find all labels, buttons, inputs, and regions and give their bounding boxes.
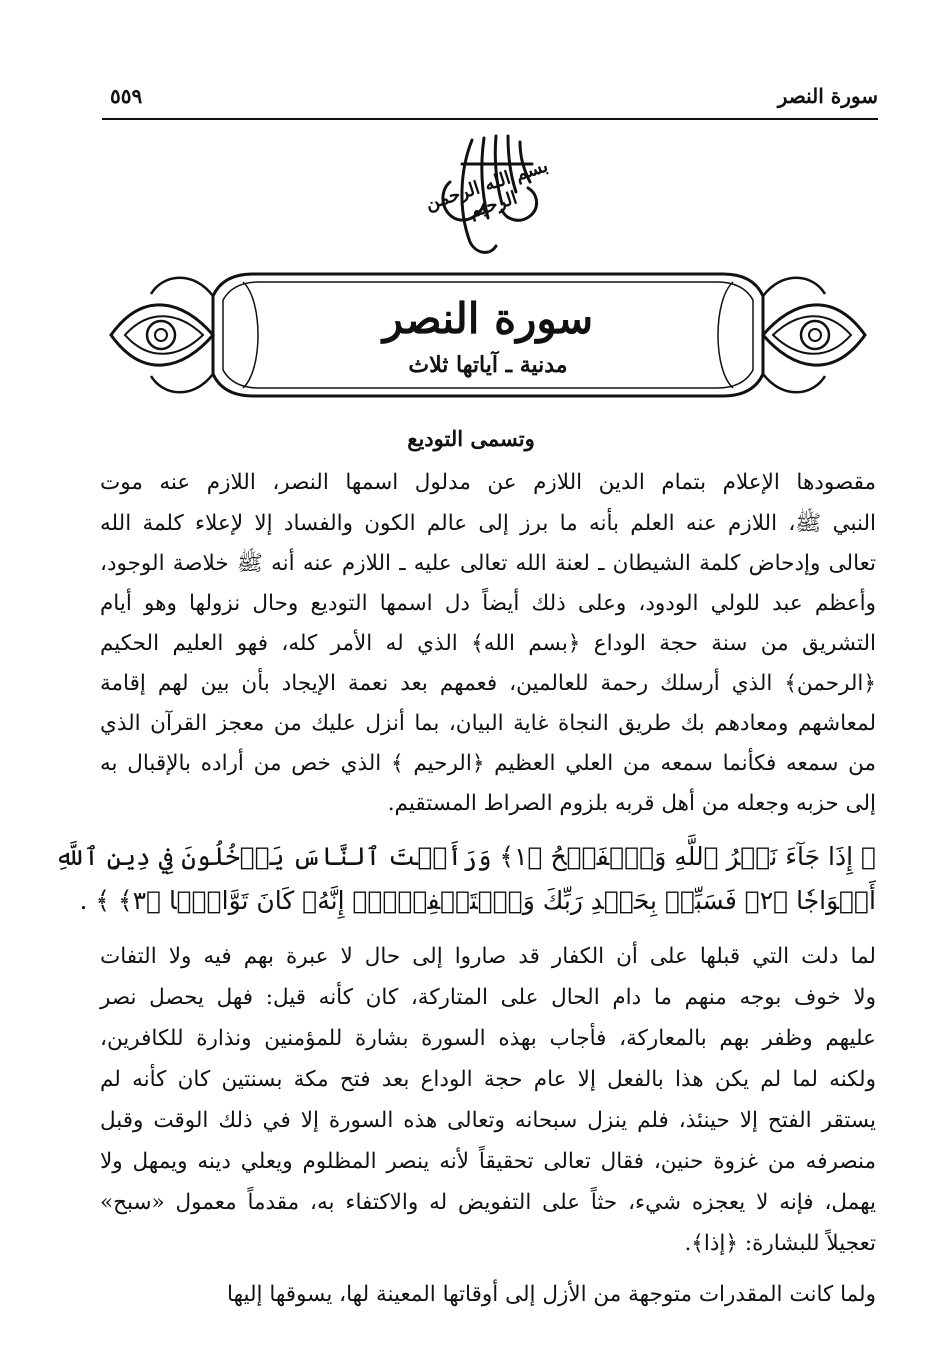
alternate-name-heading: وتسمى التوديع bbox=[407, 426, 535, 451]
text-line: تعالى وإدحاض كلمة الشيطان ـ لعنة الله تعالى عليه ـ اللازم عنه أنه ﷺ خلاصة الوجود، bbox=[100, 551, 876, 576]
text-line: وأعظم عبد للولي الودود، وعلى ذلك أيضاً دل اسمها التوديع وحال نزولها وهو أيام bbox=[100, 591, 876, 616]
text-line: التشريق من سنة حجة الوداع ﴿بسم الله﴾ الذي له الأمر كله، فهو العليم الحكيم bbox=[100, 631, 876, 656]
basmala-text: بسم الله الرحمن الرحيم bbox=[422, 155, 551, 223]
surah-title-frame bbox=[103, 260, 873, 410]
text-line: ﴿الرحمن﴾ الذي أرسلك رحمة للعالمين، فعمهم بعد نعمة الإيجاد بأن بين لهم إقامة bbox=[100, 671, 876, 696]
text-line: لمعاشهم ومعادهم بك طريق النجاة غاية البيان، بما أنزل عليك من معجز القرآن الذي bbox=[100, 711, 876, 736]
surah-subtitle: مدنية ـ آياتها ثلاث bbox=[408, 352, 568, 378]
text-line: منصرفه من غزوة حنين، فقال تعالى تحقيقاً لأنه ينصر المظلوم ويعلي دينه ويمهل ولا bbox=[100, 1149, 876, 1174]
text-line: النبي ﷺ، اللازم عنه العلم بأنه ما برز إلى عالم الكون والفساد إلا لإعلاء كلمة الله bbox=[100, 511, 876, 536]
basmala-calligraphy bbox=[410, 130, 570, 260]
surah-title: سورة النصر bbox=[382, 294, 594, 343]
running-title: سورة النصر bbox=[777, 84, 878, 108]
page-header bbox=[102, 78, 878, 120]
text-line: لما دلت التي قبلها على أن الكفار قد صاروا إلى حال لا عبرة بهم فيه ولا التفات bbox=[100, 944, 876, 969]
quran-verse-line: أَفۡوَاجٗا ﴿٢﴾ فَسَبِّحۡ بِحَمۡدِ رَبِّكَ وَٱسۡتَغۡفِرۡهُۚ إِنَّهُۥ كَانَ تَوَّابَۢا ﴿٣﴾ ﴾ . bbox=[79, 886, 876, 915]
text-line: ولكنه لما لم يكن هذا بالفعل إلا عام حجة الوداع بعد فتح مكة بسنتين كان كأنه لم bbox=[100, 1067, 876, 1092]
text-line: ولا خوف بوجه منهم ما دام الحال على المتاركة، كان كأنه قيل: فهل يحصل نصر bbox=[100, 985, 876, 1010]
text-line: تعجيلاً للبشارة: ﴿إذا﴾. bbox=[684, 1231, 876, 1256]
text-line: إلى حزبه وجعله من أهل قربه بلزوم الصراط المستقيم. bbox=[387, 791, 876, 816]
text-line: يستقر الفتح إلا حينئذ، فلم ينزل سبحانه وتعالى هذه السورة إلا في ذلك الوقت وقبل bbox=[100, 1108, 876, 1133]
text-line: يهمل، فإنه لا يعجزه شيء، حثاً على التفويض له والاكتفاء به، مقدماً معمول «سبح» bbox=[100, 1190, 876, 1215]
quran-verse-line: ﴿ إِذَا جَآءَ نَصۡرُ ٱللَّهِ وَٱلۡفَتۡحُ ﴿١﴾ وَرَأَيۡتَ ٱلنَّاسَ يَدۡخُلُونَ فِي دِينِ ٱللَّهِ bbox=[54, 842, 876, 871]
text-line: ولما كانت المقدرات متوجهة من الأزل إلى أوقاتها المعينة لها، يسوقها إليها bbox=[227, 1282, 876, 1307]
text-line: مقصودها الإعلام بتمام الدين اللازم عن مدلول اسمها النصر، اللازم عنه موت bbox=[100, 470, 876, 495]
text-line: من سمعه فكأنما سمعه من العلي العظيم ﴿الرحيم ﴾ الذي خص من أراده بالإقبال به bbox=[100, 751, 876, 776]
page-number: ٥٥٩ bbox=[110, 84, 143, 108]
text-line: عليهم وظفر بهم بالمعاركة، فأجاب بهذه السورة بشارة للمؤمنين ونذارة للكافرين، bbox=[100, 1026, 876, 1051]
